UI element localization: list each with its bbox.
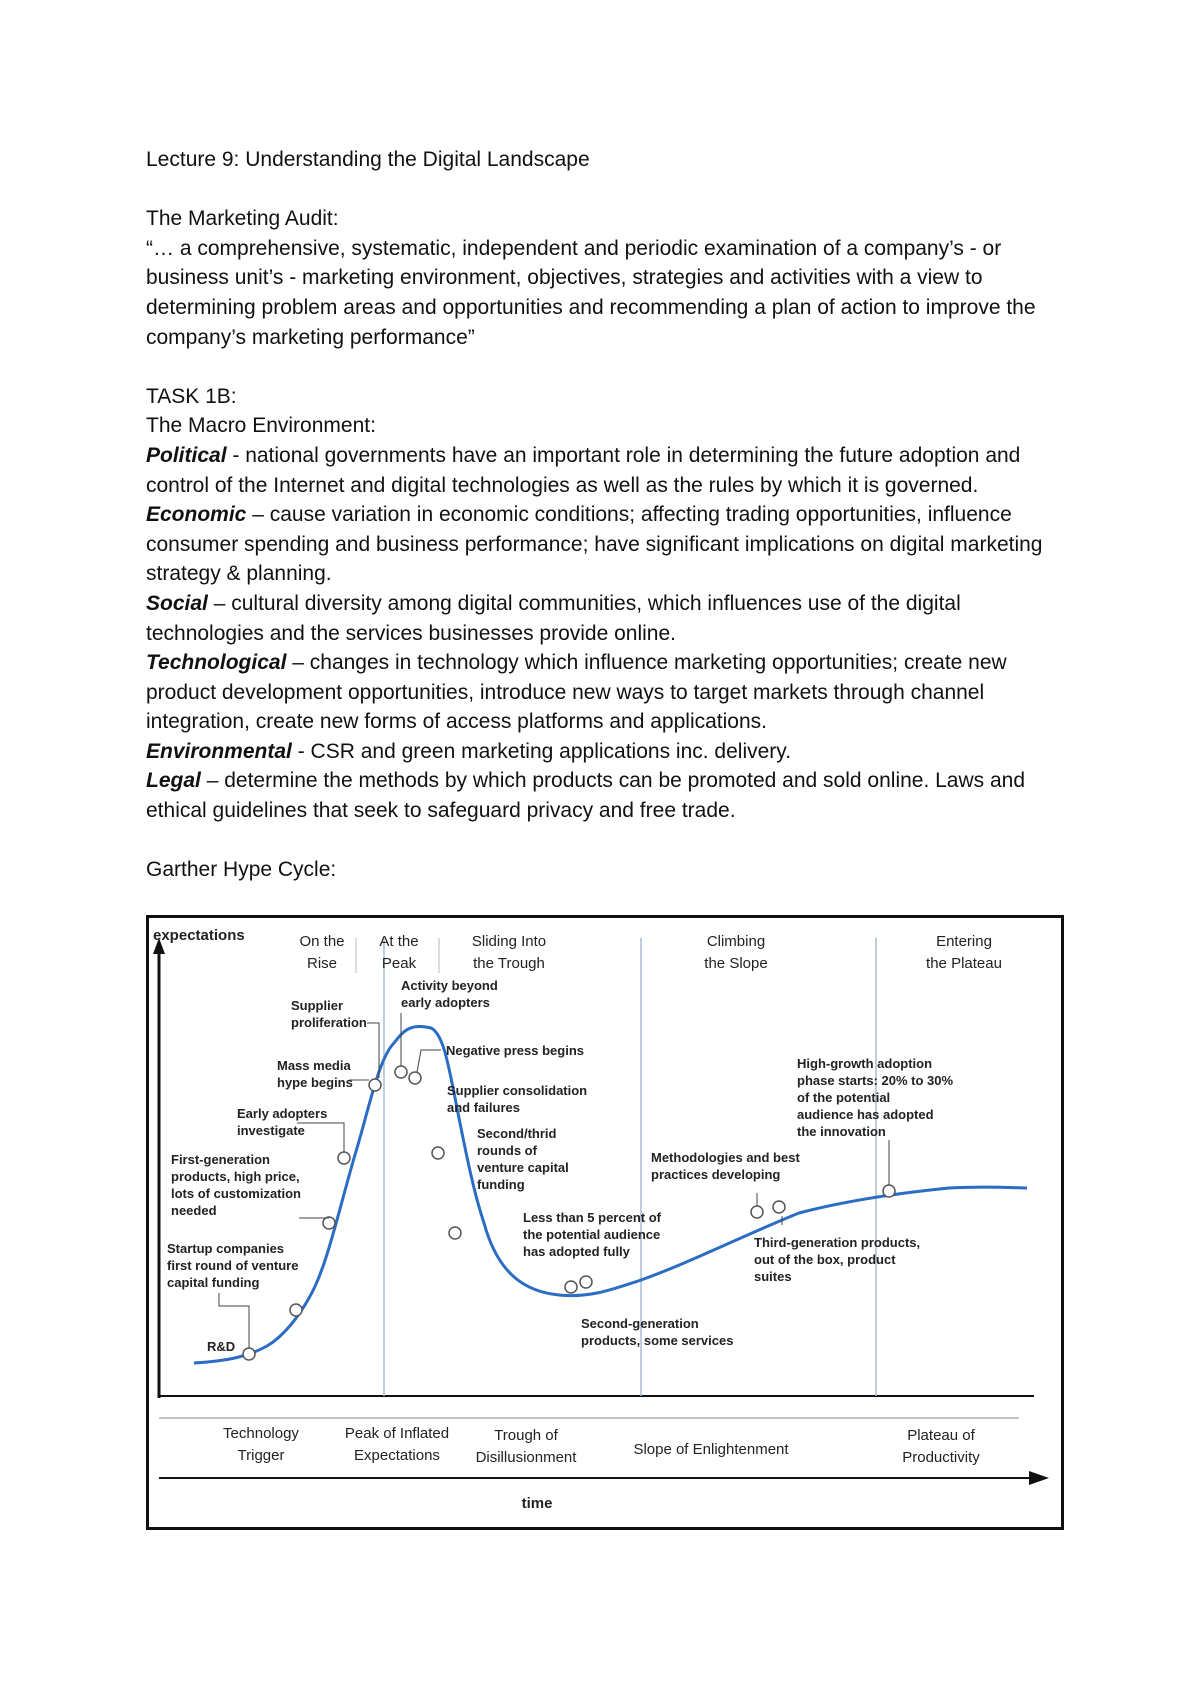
x-axis-label: time bbox=[521, 1495, 553, 1512]
leader-line bbox=[417, 1050, 441, 1072]
stage-top-label: Entering bbox=[936, 933, 992, 950]
milestone-marker bbox=[409, 1072, 421, 1084]
annotation-line: phase starts: 20% to 30% bbox=[797, 1073, 954, 1088]
milestone-marker bbox=[751, 1206, 763, 1218]
milestone-marker bbox=[290, 1304, 302, 1316]
phase-label: Peak of Inflated bbox=[344, 1425, 450, 1442]
stage-top-label: At the bbox=[379, 933, 419, 950]
y-axis-label: expectations bbox=[153, 927, 245, 944]
hype-cycle-svg bbox=[149, 918, 1061, 1527]
annotation-line: Supplier consolidation bbox=[447, 1083, 588, 1098]
macro-heading: The Macro Environment: bbox=[146, 414, 376, 438]
annotation-activity-beyond bbox=[401, 978, 498, 1010]
annotation-line: early adopters bbox=[401, 995, 490, 1010]
annotation-mass-media bbox=[277, 1058, 353, 1090]
annotation-line: Less than 5 percent of bbox=[523, 1210, 661, 1225]
audit-quote: “… a comprehensive, systematic, independent and periodic examination of a company’s - or business unit’s - marketing environment, objectives, strategies and activities with a view to determining problem areas and opportunities and recommending a plan of action to improve the company’s marketing performance” bbox=[146, 236, 1036, 349]
annotation-line: First-generation bbox=[171, 1152, 270, 1167]
factor-technological bbox=[146, 648, 1066, 737]
factor-term: Social bbox=[146, 591, 208, 615]
phase-label: Expectations bbox=[354, 1447, 440, 1464]
annotation-line: out of the box, product bbox=[754, 1252, 896, 1267]
annotation-supplier-proliferation bbox=[291, 998, 367, 1030]
factor-text: – changes in technology which influence marketing opportunities; create new product development opportunities, introduce new ways to target markets through channel integration, create new forms of access platforms and applications. bbox=[146, 651, 1007, 734]
factor-legal bbox=[146, 766, 1066, 825]
milestone-marker bbox=[395, 1066, 407, 1078]
annotation-negative-press: Negative press begins bbox=[446, 1043, 584, 1058]
annotation-third-gen bbox=[754, 1235, 920, 1284]
task-label: TASK 1B: bbox=[146, 384, 237, 408]
annotation-startup bbox=[167, 1241, 298, 1290]
lecture-title: Lecture 9: Understanding the Digital Landscape bbox=[146, 148, 590, 171]
annotation-line: hype begins bbox=[277, 1075, 353, 1090]
factor-text: - national governments have an important role in determining the future adoption and control of the Internet and digital technologies as well as the rules by which it is governed. bbox=[146, 443, 1021, 497]
milestone-marker bbox=[323, 1217, 335, 1229]
phase-label: Trigger bbox=[237, 1447, 285, 1464]
annotation-line: suites bbox=[754, 1269, 792, 1284]
annotation-line: Second-generation bbox=[581, 1316, 699, 1331]
figure-caption: Garther Hype Cycle: bbox=[146, 858, 337, 882]
factor-term: Economic bbox=[146, 503, 247, 527]
document-body bbox=[146, 145, 1066, 885]
spacer bbox=[146, 826, 1066, 856]
annotation-line: of the potential bbox=[797, 1090, 891, 1105]
factor-social bbox=[146, 589, 1066, 648]
annotation-line: Supplier bbox=[291, 998, 344, 1013]
stage-top-label: On the bbox=[299, 933, 345, 950]
factor-environmental bbox=[146, 737, 1066, 767]
factor-term: Technological bbox=[146, 651, 287, 675]
factor-text: - CSR and green marketing applications inc. delivery. bbox=[291, 739, 792, 763]
annotation-line: proliferation bbox=[291, 1015, 367, 1030]
annotation-early-adopters bbox=[237, 1106, 327, 1138]
factor-political bbox=[146, 441, 1066, 500]
stage-top-label: the Plateau bbox=[926, 955, 1002, 972]
factor-text: – cause variation in economic conditions; affecting trading opportunities, influence consumer spending and business performance; have significant implications on digital marketing strategy & planning. bbox=[146, 503, 1043, 586]
annotation-line: investigate bbox=[237, 1123, 305, 1138]
annotation-line: audience has adopted bbox=[797, 1107, 934, 1122]
milestone-marker bbox=[773, 1201, 785, 1213]
hype-cycle-figure bbox=[146, 915, 1064, 1530]
factor-term: Political bbox=[146, 443, 227, 467]
annotation-line: Activity beyond bbox=[401, 978, 498, 993]
stage-top-label: Rise bbox=[306, 955, 338, 972]
factor-term: Environmental bbox=[146, 739, 292, 763]
annotation-line: products, some services bbox=[581, 1333, 734, 1348]
spacer bbox=[146, 352, 1066, 382]
annotation-line: Second/thrid bbox=[477, 1126, 557, 1141]
milestone-marker bbox=[565, 1281, 577, 1293]
phase-label: Technology bbox=[223, 1425, 299, 1442]
annotation-line: lots of customization bbox=[171, 1186, 301, 1201]
phase-label: Slope of Enlightenment bbox=[633, 1441, 789, 1458]
annotation-line: and failures bbox=[447, 1100, 520, 1115]
milestone-marker bbox=[449, 1227, 461, 1239]
leader-line bbox=[367, 1023, 379, 1078]
annotation-line: practices developing bbox=[651, 1167, 781, 1182]
stage-top-label: the Trough bbox=[473, 955, 545, 972]
stage-top-label: the Slope bbox=[704, 955, 768, 972]
stage-top-label: Climbing bbox=[706, 933, 766, 950]
annotation-line: products, high price, bbox=[171, 1169, 300, 1184]
annotation-line: Methodologies and best bbox=[651, 1150, 800, 1165]
milestone-marker bbox=[580, 1276, 592, 1288]
annotation-high-growth bbox=[797, 1056, 954, 1139]
milestone-marker bbox=[883, 1185, 895, 1197]
annotation-line: rounds of bbox=[477, 1143, 537, 1158]
annotation-line: Third-generation products, bbox=[754, 1235, 921, 1250]
annotation-second-gen bbox=[581, 1316, 733, 1348]
factor-economic bbox=[146, 500, 1066, 589]
milestone-marker bbox=[338, 1152, 350, 1164]
stage-top-label: Sliding Into bbox=[471, 933, 547, 950]
annotation-first-gen bbox=[171, 1152, 301, 1218]
phase-label: Disillusionment bbox=[475, 1449, 577, 1466]
annotation-line: Early adopters bbox=[237, 1106, 328, 1121]
annotation-line: first round of venture bbox=[167, 1258, 299, 1273]
milestone-marker bbox=[432, 1147, 444, 1159]
time-axis-arrow bbox=[1029, 1471, 1049, 1485]
annotation-line: venture capital bbox=[477, 1160, 569, 1175]
annotation-rd: R&D bbox=[207, 1339, 236, 1354]
annotation-line: Mass media bbox=[277, 1058, 351, 1073]
annotation-line: the potential audience bbox=[523, 1227, 661, 1242]
annotation-line: funding bbox=[477, 1177, 525, 1192]
annotation-second-third-rounds bbox=[477, 1126, 569, 1192]
annotation-supplier-consolidation bbox=[447, 1083, 587, 1115]
spacer bbox=[146, 175, 1066, 205]
annotation-methodologies bbox=[651, 1150, 800, 1182]
phase-label: Productivity bbox=[902, 1449, 980, 1466]
stage-top-label: Peak bbox=[381, 955, 417, 972]
annotation-line: needed bbox=[171, 1203, 217, 1218]
factor-text: – determine the methods by which products can be promoted and sold online. Laws and ethical guidelines that seek to safeguard privacy and free trade. bbox=[146, 769, 1026, 823]
audit-heading: The Marketing Audit: bbox=[146, 207, 339, 231]
factor-term: Legal bbox=[146, 769, 201, 793]
annotation-line: has adopted fully bbox=[523, 1244, 630, 1259]
milestone-marker bbox=[369, 1079, 381, 1091]
phase-label: Trough of bbox=[494, 1427, 558, 1444]
phase-label: Plateau of bbox=[907, 1427, 975, 1444]
annotation-line: High-growth adoption bbox=[797, 1056, 933, 1071]
annotation-line: Startup companies bbox=[167, 1241, 285, 1256]
milestone-marker bbox=[243, 1348, 255, 1360]
annotation-line: the innovation bbox=[797, 1124, 886, 1139]
factor-text: – cultural diversity among digital communities, which influences use of the digital technologies and the services businesses provide online. bbox=[146, 591, 961, 645]
annotation-line: capital funding bbox=[167, 1275, 260, 1290]
